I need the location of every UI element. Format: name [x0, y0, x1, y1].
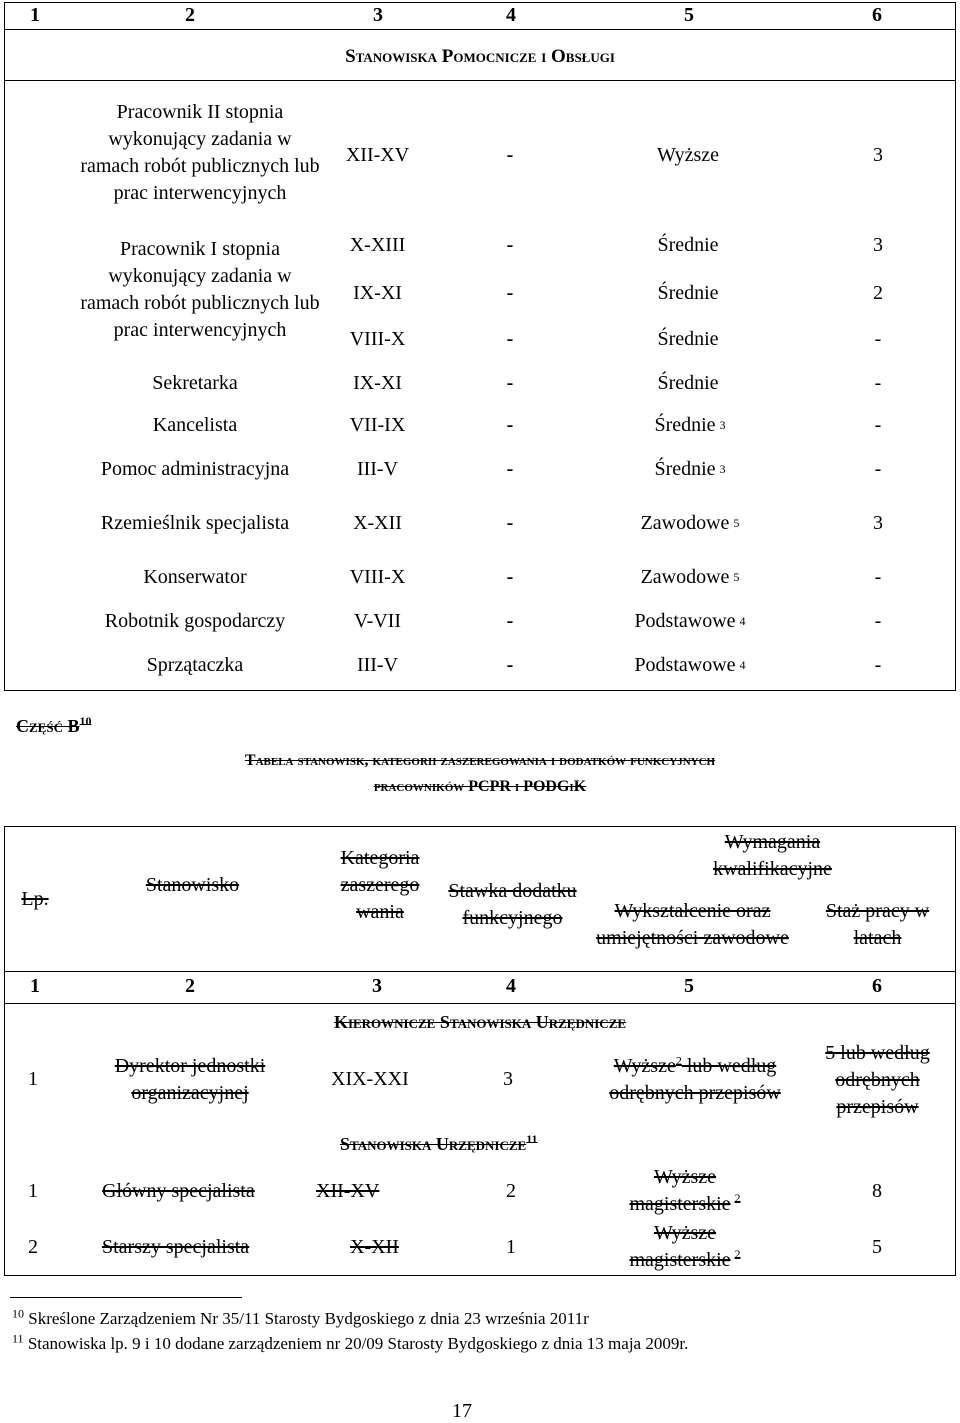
- header-stanowisko: Stanowisko: [145, 873, 240, 896]
- row-name: Sekretarka: [152, 371, 238, 394]
- header-stawka: Stawka dodatku funkcyjnego: [448, 880, 577, 929]
- footnote-11: $^{11}$ Stanowiska lp. 9 i 10 dodane zarządzeniem nr 20/09 Starosty Bydgoskiego z dnia 13 maja 2009r.: [12, 1331, 689, 1353]
- row-wyk: Wyższe$^2$ lub według odrębnych przepisów: [609, 1053, 781, 1104]
- header-lp: Lp.: [21, 887, 49, 910]
- row-stawka: -: [506, 371, 514, 394]
- row-category: IX-XI: [353, 281, 402, 304]
- row-stawka: -: [506, 143, 514, 166]
- row-wyksztalcenie: Zawodowe 5: [640, 511, 740, 534]
- row-wyksztalcenie: Średnie: [657, 327, 719, 350]
- row-wyksztalcenie: Średnie: [657, 233, 719, 256]
- row-category: III-V: [356, 457, 399, 480]
- row-stawka: -: [506, 565, 514, 588]
- row-stawka: 1: [506, 1236, 516, 1258]
- row-lp: 1: [28, 1180, 38, 1202]
- row-lp: 2: [28, 1236, 38, 1258]
- row-staz: 5 lub według odrębnych przepisów: [825, 1041, 930, 1118]
- part-b-heading: Część $B^{10}$: [16, 714, 92, 736]
- t2-num-4: 4: [506, 975, 516, 997]
- row-wyksztalcenie: Średnie 3: [654, 457, 726, 480]
- row-wyksztalcenie: Zawodowe 5: [640, 565, 740, 588]
- t2-num-1: 1: [30, 975, 40, 997]
- row-category: XII-XV: [345, 143, 410, 166]
- row-name-pracownik-ii: Pracownik II stopnia wykonujący zadania w ramach robót publicznych lub prac interwencyjnych: [80, 100, 320, 204]
- row-name: Dyrektor jednostki organizacyjnej: [114, 1055, 266, 1104]
- row-name: Robotnik gospodarczy: [104, 609, 286, 632]
- row-staz: -: [874, 371, 882, 394]
- row-staz: 8: [872, 1180, 882, 1202]
- row-category: VIII-X: [349, 565, 406, 588]
- row-wyksztalcenie: Podstawowe 4: [634, 653, 746, 676]
- row-name: Konserwator: [143, 565, 247, 588]
- row-wyksztalcenie: Średnie: [657, 281, 719, 304]
- row-name: Rzemieślnik specjalista: [100, 511, 290, 534]
- row-name: Starszy specjalista: [102, 1236, 250, 1258]
- row-stawka: -: [506, 233, 514, 256]
- t2-num-3: 3: [372, 975, 382, 997]
- page-number: 17: [452, 1400, 472, 1422]
- row-staz: 3: [873, 511, 883, 534]
- row-category: X-XII: [353, 511, 402, 534]
- t2-num-6: 6: [872, 975, 882, 997]
- col-num-5: 5: [684, 4, 694, 26]
- row-name-pracownik-i: Pracownik I stopnia wykonujący zadania w ramach robót publicznych lub prac interwencyjnych: [80, 238, 320, 341]
- row-wyk: Wyższe magisterskie $^2$: [629, 1222, 741, 1271]
- row-name: Pomoc administracyjna: [100, 457, 290, 480]
- row-wyk: Wyższe magisterskie $^2$: [629, 1166, 741, 1215]
- row-category: III-V: [356, 653, 399, 676]
- row-stawka: -: [506, 327, 514, 350]
- header-wymagania: Wymagania kwalifikacyjne: [713, 831, 832, 880]
- row-lp: 1: [28, 1068, 38, 1090]
- col-num-1: 1: [30, 4, 40, 26]
- row-category: VIII-X: [349, 327, 406, 350]
- row-wyksztalcenie: Wyższe: [656, 143, 720, 166]
- row-staz: -: [874, 565, 882, 588]
- row-cat: XIX-XXI: [331, 1068, 409, 1090]
- col-num-4: 4: [506, 4, 516, 26]
- col-num-2: 2: [185, 4, 195, 26]
- row-category: VII-IX: [349, 413, 406, 436]
- row-stawka: -: [506, 653, 514, 676]
- section-urzednicze: Stanowiska Urzędnicze$^{11}$: [340, 1132, 538, 1154]
- row-staz: -: [874, 609, 882, 632]
- row-stawka: -: [506, 609, 514, 632]
- row-category: IX-XI: [353, 371, 402, 394]
- row-staz: -: [874, 457, 882, 480]
- header-kategoria: Kategoria zaszerego wania: [340, 846, 420, 923]
- row-name: Główny specjalista: [102, 1180, 255, 1202]
- row-staz: 2: [873, 281, 883, 304]
- row-staz: 3: [873, 143, 883, 166]
- header-wyksztalcenie: Wykształcenie oraz umiejętności zawodowe: [596, 900, 789, 949]
- row-staz: -: [874, 653, 882, 676]
- row-stawka: -: [506, 281, 514, 304]
- section-title: Stanowiska Pomocnicze i Obsługi: [345, 46, 615, 67]
- row-staz: -: [874, 413, 882, 436]
- row-wyksztalcenie: Podstawowe 4: [634, 609, 746, 632]
- footnote-10: $^{10}$ Skreślone Zarządzeniem Nr 35/11 Starosty Bydgoskiego z dnia 23 września 2011r: [12, 1306, 589, 1328]
- row-cat: X-XII: [350, 1236, 399, 1258]
- row-wyksztalcenie: Średnie: [657, 371, 719, 394]
- row-stawka: 3: [503, 1068, 513, 1090]
- row-stawka: 2: [506, 1180, 516, 1202]
- row-stawka: -: [506, 511, 514, 534]
- section-kierownicze: Kierownicze Stanowiska Urzędnicze: [333, 1012, 627, 1032]
- row-wyksztalcenie: Średnie 3: [654, 413, 726, 436]
- row-stawka: -: [506, 457, 514, 480]
- part-b-title-1: Tabela stanowisk, kategorii zaszeregowania i dodatków funkcyjnych: [244, 752, 716, 769]
- col-num-3: 3: [373, 4, 383, 26]
- row-category: X-XIII: [349, 233, 406, 256]
- row-stawka: -: [506, 413, 514, 436]
- t2-num-5: 5: [684, 975, 694, 997]
- row-name: Kancelista: [152, 413, 238, 436]
- header-staz: Staż pracy w latach: [825, 900, 930, 949]
- row-staz: 5: [872, 1236, 882, 1258]
- row-name: Sprzątaczka: [146, 653, 244, 676]
- row-cat: XII-XV: [316, 1180, 380, 1202]
- row-category: V-VII: [353, 609, 402, 632]
- row-staz: -: [874, 327, 882, 350]
- col-num-6: 6: [872, 4, 882, 26]
- t2-num-2: 2: [185, 975, 195, 997]
- row-staz: 3: [873, 233, 883, 256]
- part-b-title-2: pracowników PCPR i PODGiK: [373, 778, 587, 795]
